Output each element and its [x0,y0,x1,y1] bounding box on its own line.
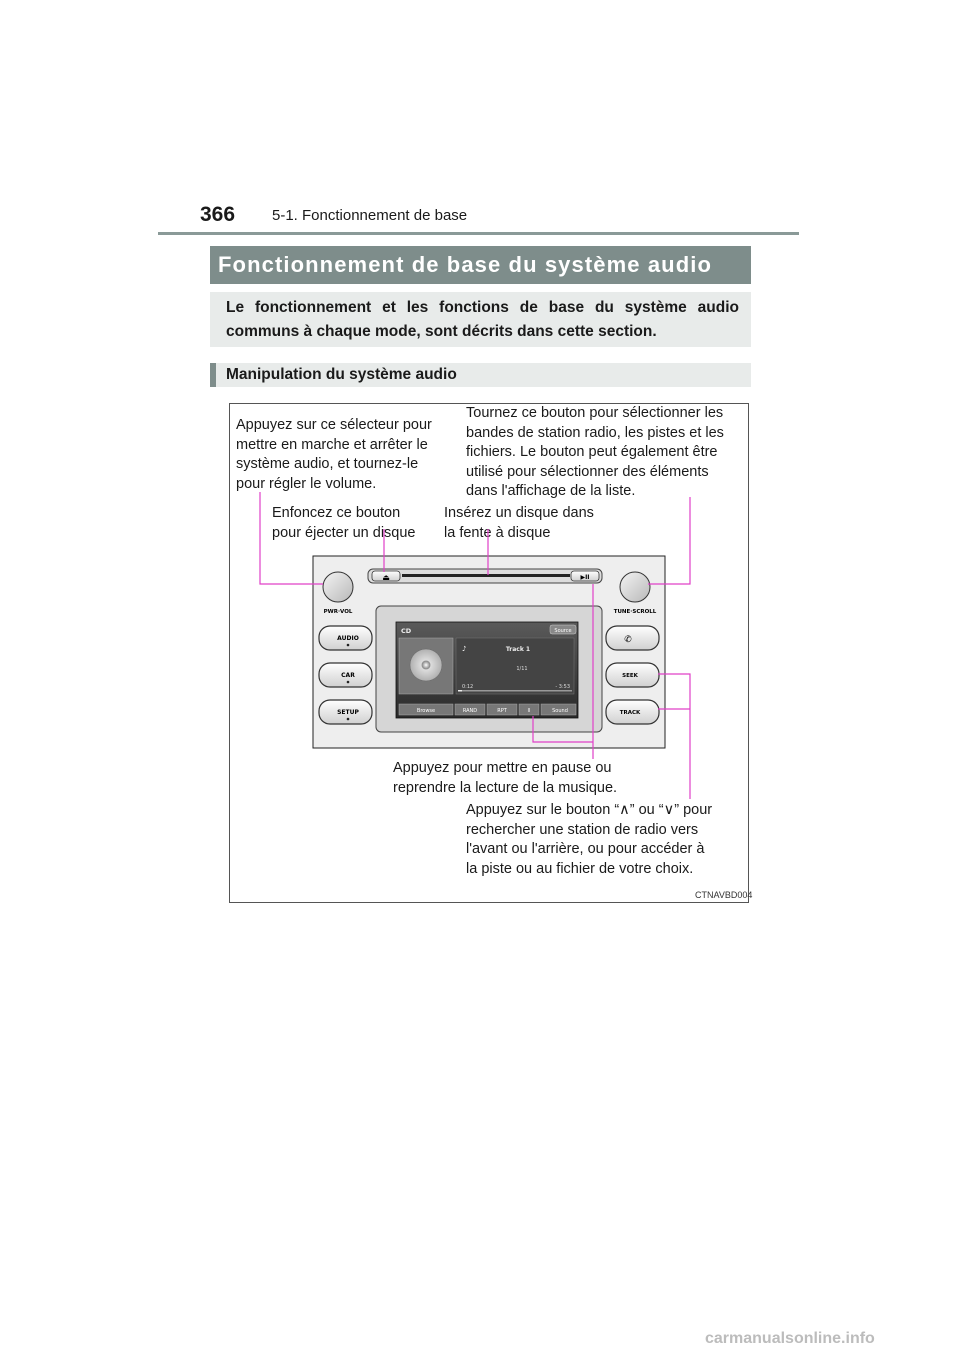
callout-line: reprendre la lecture de la musique. [393,779,618,796]
softkey-browse-label: Browse [416,708,436,714]
screen-source-label: Source [554,628,572,634]
screen-remaining: - 3:53 [555,684,570,690]
softkey-sound-label: Sound [552,708,568,714]
callout-line: dans l'affichage de la liste. [466,483,636,499]
phone-button[interactable] [606,626,659,650]
section-title: Fonctionnement de base du système audio [218,252,712,277]
softkey-rand-label: RAND [462,708,478,714]
intro-line-1: Le fonctionnement et les fonctions de base du système audio [226,299,739,316]
screen-elapsed: 0:12 [462,684,474,690]
softkey-rpt-label: RPT [497,708,507,714]
callout-line: l'avant ou l'arrière, ou pour accéder à [466,841,705,857]
disc-icon [410,649,442,681]
pwr-vol-label: PWR·VOL [323,609,353,615]
screen-source-title: CD [401,627,412,635]
disc-slot[interactable] [402,574,570,577]
progress-track [458,690,572,692]
callout-line: Appuyez sur ce sélecteur pour [236,417,432,433]
subsection-accent [210,363,216,387]
audio-dot [347,644,350,647]
audio-figure [229,403,753,903]
subsection-heading [210,363,751,387]
progress-fill [458,690,462,692]
section-title-bar [210,246,751,284]
car-label: CAR [341,672,355,679]
music-note-icon: ♪ [462,645,467,653]
seek-label: SEEK [622,673,638,679]
setup-label: SETUP [337,709,359,716]
callout-line: utilisé pour sélectionner des éléments [466,463,709,480]
tune-scroll-label: TUNE·SCROLL [613,609,657,615]
intro-line-2: communs à chaque mode, sont décrits dans cette section. [226,323,657,340]
phone-icon: ✆ [624,635,632,645]
callout-line: Appuyez pour mettre en pause ou [393,760,612,776]
softkey-pause-label: II [527,708,531,714]
screen-track-title: Track 1 [505,646,531,653]
header-rule [158,232,799,235]
callout-line: fichiers. Le bouton peut également être [466,444,718,460]
car-dot [347,681,350,684]
tune-scroll-knob[interactable] [620,572,650,602]
head-unit-illustration [230,404,748,902]
callout-line: Enfoncez ce bouton [272,505,401,521]
callout-line: rechercher une station de radio vers [466,821,699,838]
eject-icon: ⏏ [382,573,390,582]
setup-dot [347,718,350,721]
callout-line: bandes de station radio, les pistes et les [466,424,724,441]
callout-line: Insérez un disque dans [444,505,594,521]
track-label: TRACK [619,710,641,716]
callout-line: système audio, et tournez-le [236,456,419,472]
chapter-title: 5-1. Fonctionnement de base [272,207,468,224]
callout-line: la fente à disque [444,524,551,541]
callout-line: Appuyez sur le bouton “∧” ou “∨” pour [466,802,713,818]
callout-line: pour éjecter un disque [272,524,416,541]
screen-track-count: 1/11 [516,666,528,672]
subsection-title: Manipulation du système audio [226,366,457,383]
play-pause-icon: ▶II [580,574,590,581]
callout-line: la piste ou au fichier de votre choix. [466,860,694,877]
page-number: 366 [200,203,236,226]
figure-code: CTNAVBD004 [695,890,753,900]
callout-line: pour régler le volume. [236,475,377,492]
callout-line: Tournez ce bouton pour sélectionner les [466,405,724,421]
callout-line: mettre en marche et arrêter le [236,436,428,453]
audio-label: AUDIO [337,635,359,642]
pwr-vol-knob[interactable] [323,572,353,602]
intro-box [210,292,751,347]
watermark: carmanualsonline.info [705,1330,875,1347]
